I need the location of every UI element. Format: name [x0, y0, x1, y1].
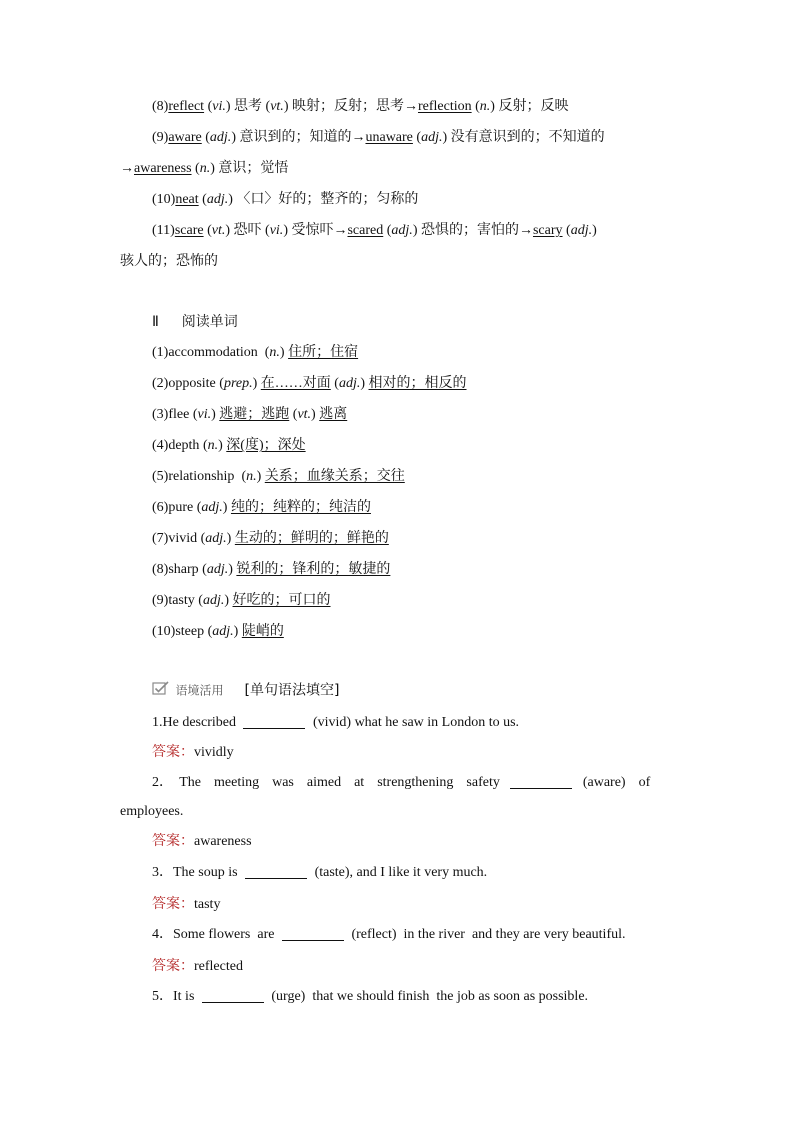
- question-text: Some flowers are: [173, 927, 275, 942]
- question-number: 1.: [152, 715, 163, 730]
- vocab-item-scare: (11)scare (vt.) 恐吓 (vi.) 受惊吓→scared (adj.) 恐惧的；害怕的→scary (adj.): [152, 223, 597, 238]
- checkbox-pen-icon: [152, 680, 172, 703]
- item-number: (8): [152, 562, 169, 577]
- vocab-word: neat: [175, 192, 199, 207]
- answer-text: reflected: [194, 959, 243, 974]
- reading-word-item: (3)flee (vi.) 逃避；逃跑 (vt.) 逃离: [152, 407, 348, 422]
- question-4: [152, 925, 626, 945]
- section-heading: [152, 312, 238, 332]
- meaning: 相对的；相反的: [368, 376, 467, 391]
- meaning: 没有意识到的；不知道的: [450, 130, 605, 145]
- vocab-word: aware: [168, 130, 202, 145]
- meaning: 恐惧的；害怕的→: [420, 223, 533, 238]
- reading-word-item: (10)steep (adj.) 陡峭的: [152, 624, 284, 639]
- vocab-item-aware: (9)aware (adj.) 意识到的；知道的→unaware (adj.) 没有意识到的；不知道的: [152, 130, 605, 145]
- answer-blank: [245, 864, 307, 879]
- answer-3: [152, 894, 220, 915]
- reading-word-item: (8)sharp (adj.) 锐利的；锋利的；敏捷的: [152, 562, 391, 577]
- vocab-word: relationship: [168, 469, 235, 484]
- answer-label: 答案：: [152, 958, 194, 974]
- derived-word: awareness: [134, 161, 192, 176]
- section-title: 阅读单词: [181, 314, 238, 330]
- part-of-speech: n.: [269, 345, 280, 360]
- meaning: 在……对面: [260, 376, 331, 391]
- item-number: (10): [152, 192, 176, 207]
- item-number: (2): [152, 376, 169, 391]
- meaning: 受惊吓→: [291, 223, 348, 238]
- meaning: 锐利的；锋利的；敏捷的: [236, 562, 391, 577]
- vocab-word: reflect: [168, 99, 205, 114]
- vocab-word: scare: [174, 223, 204, 238]
- part-of-speech: vi.: [212, 99, 226, 114]
- item-number: (5): [152, 469, 169, 484]
- question-text: (taste), and I like it very much.: [314, 865, 488, 880]
- answer-label: 答案：: [152, 896, 194, 912]
- answer-label: 答案：: [152, 833, 194, 849]
- item-number: (11): [152, 223, 175, 238]
- question-text: (reflect) in the river and they are very beautiful.: [351, 927, 626, 942]
- meaning: 恐吓: [233, 223, 262, 238]
- answer-text: awareness: [194, 834, 252, 849]
- part-of-speech: adj.: [338, 376, 361, 391]
- question-text: The meeting was aimed at strengthening safety: [179, 775, 500, 790]
- part-of-speech: vi.: [269, 223, 284, 238]
- reading-word-item: (4)depth (n.) 深(度)；深处: [152, 438, 306, 453]
- meaning: 意识到的；知道的→: [239, 130, 366, 145]
- answer-blank: [510, 774, 572, 789]
- section-number: Ⅱ: [152, 314, 159, 330]
- vocab-item-aware-cont: →awareness (n.) 意识；觉悟: [120, 161, 289, 176]
- reading-word-item: (5)relationship (n.) 关系；血缘关系；交往: [152, 469, 405, 484]
- question-text: (urge) that we should finish the job as soon as possible.: [271, 989, 589, 1004]
- question-text: employees.: [120, 804, 184, 819]
- derived-word: reflection: [417, 99, 472, 114]
- part-of-speech: adj.: [205, 531, 227, 546]
- vocab-word: opposite: [168, 376, 216, 391]
- item-number: (4): [152, 438, 169, 453]
- item-number: (1): [152, 345, 169, 360]
- part-of-speech: n.: [199, 161, 211, 176]
- practice-title: [单句语法填空]: [244, 682, 340, 699]
- item-number: (7): [152, 531, 169, 546]
- vocab-item-neat: (10)neat (adj.) 〈口〉好的；整齐的；匀称的: [152, 192, 419, 207]
- question-2: [152, 773, 650, 793]
- question-text: He described: [162, 715, 236, 730]
- meaning: 深(度)；深处: [226, 438, 306, 453]
- meaning: 关系；血缘关系；交往: [264, 469, 405, 484]
- vocab-word: pure: [168, 500, 194, 515]
- question-5: [152, 987, 588, 1007]
- item-number: (9): [152, 130, 169, 145]
- part-of-speech: vt.: [297, 407, 312, 422]
- meaning: 逃避；逃跑: [219, 407, 290, 422]
- vocab-item-scare-cont: [120, 252, 218, 272]
- part-of-speech: n.: [207, 438, 219, 453]
- reading-word-item: (6)pure (adj.) 纯的；纯粹的；纯洁的: [152, 500, 371, 515]
- part-of-speech: n.: [479, 99, 491, 114]
- answer-blank: [282, 926, 344, 941]
- vocab-word: steep: [175, 624, 205, 639]
- question-text: It is: [173, 989, 195, 1004]
- vocab-word: tasty: [168, 593, 195, 608]
- meaning: 生动的；鲜明的；鲜艳的: [234, 531, 389, 546]
- reading-word-item: (7)vivid (adj.) 生动的；鲜明的；鲜艳的: [152, 531, 389, 546]
- part-of-speech: adj.: [212, 624, 234, 639]
- derived-word: scared: [347, 223, 384, 238]
- answer-text: tasty: [194, 897, 221, 912]
- part-of-speech: vi.: [197, 407, 212, 422]
- derived-word: unaware: [365, 130, 413, 145]
- part-of-speech: adj.: [206, 192, 229, 207]
- part-of-speech: adj.: [421, 130, 443, 145]
- item-number: (9): [152, 593, 169, 608]
- answer-1: [152, 742, 234, 763]
- question-2-cont: [120, 802, 183, 822]
- question-text: (vivid) what he saw in London to us.: [312, 715, 520, 730]
- vocab-item-reflect: (8)reflect (vi.) 思考 (vt.) 映射；反射；思考→reflection (n.) 反射；反映: [152, 99, 569, 114]
- part-of-speech: adj.: [209, 130, 232, 145]
- meaning: 意识；觉悟: [218, 161, 289, 176]
- part-of-speech: adj.: [206, 562, 229, 577]
- practice-header: [152, 680, 339, 703]
- answer-4: [152, 956, 243, 977]
- meaning: 〈口〉好的；整齐的；匀称的: [236, 192, 419, 207]
- meaning: 思考: [234, 99, 263, 114]
- part-of-speech: n.: [246, 469, 257, 484]
- reading-word-item: (2)opposite (prep.) 在……对面 (adj.) 相对的；相反的: [152, 376, 467, 391]
- vocab-word: depth: [168, 438, 200, 453]
- practice-tag: 语境活用: [175, 683, 224, 698]
- item-number: (8): [152, 99, 169, 114]
- part-of-speech: adj.: [201, 500, 223, 515]
- item-number: (3): [152, 407, 169, 422]
- question-text: (aware) of: [582, 775, 651, 790]
- vocab-word: flee: [168, 407, 190, 422]
- meaning: 反射；反映: [498, 99, 569, 114]
- question-number: 3．: [152, 865, 173, 880]
- question-text: The soup is: [173, 865, 238, 880]
- meaning: 陡峭的: [241, 624, 284, 639]
- vocab-word: vivid: [168, 531, 198, 546]
- part-of-speech: adj.: [202, 593, 225, 608]
- part-of-speech: adj.: [391, 223, 413, 238]
- reading-word-item: (1)accommodation (n.) 住所；住宿: [152, 345, 359, 360]
- reading-word-item: (9)tasty (adj.) 好吃的；可口的: [152, 593, 331, 608]
- meaning: 住所；住宿: [288, 345, 359, 360]
- answer-text: vividly: [194, 745, 234, 760]
- question-number: 5．: [152, 989, 173, 1004]
- part-of-speech: adj.: [570, 223, 593, 238]
- answer-2: [152, 831, 252, 852]
- item-number: (10): [152, 624, 176, 639]
- meaning: 好吃的；可口的: [232, 593, 331, 608]
- question-number: 2．: [152, 775, 173, 790]
- vocab-word: accommodation: [168, 345, 258, 360]
- question-1: [152, 713, 519, 733]
- part-of-speech: vt.: [270, 99, 284, 114]
- answer-blank: [202, 988, 264, 1003]
- vocab-word: sharp: [168, 562, 199, 577]
- meaning: 逃离: [319, 407, 348, 422]
- part-of-speech: prep.: [223, 376, 253, 391]
- arrow: →: [120, 161, 134, 176]
- derived-word: scary: [532, 223, 563, 238]
- part-of-speech: vt.: [211, 223, 226, 238]
- question-3: [152, 863, 487, 883]
- meaning: 映射；反射；思考→: [291, 99, 418, 114]
- meaning: 骇人的；恐怖的: [120, 254, 218, 269]
- answer-blank: [243, 714, 305, 729]
- meaning: 纯的；纯粹的；纯洁的: [230, 500, 371, 515]
- answer-label: 答案：: [152, 744, 194, 760]
- question-number: 4．: [152, 927, 173, 942]
- item-number: (6): [152, 500, 169, 515]
